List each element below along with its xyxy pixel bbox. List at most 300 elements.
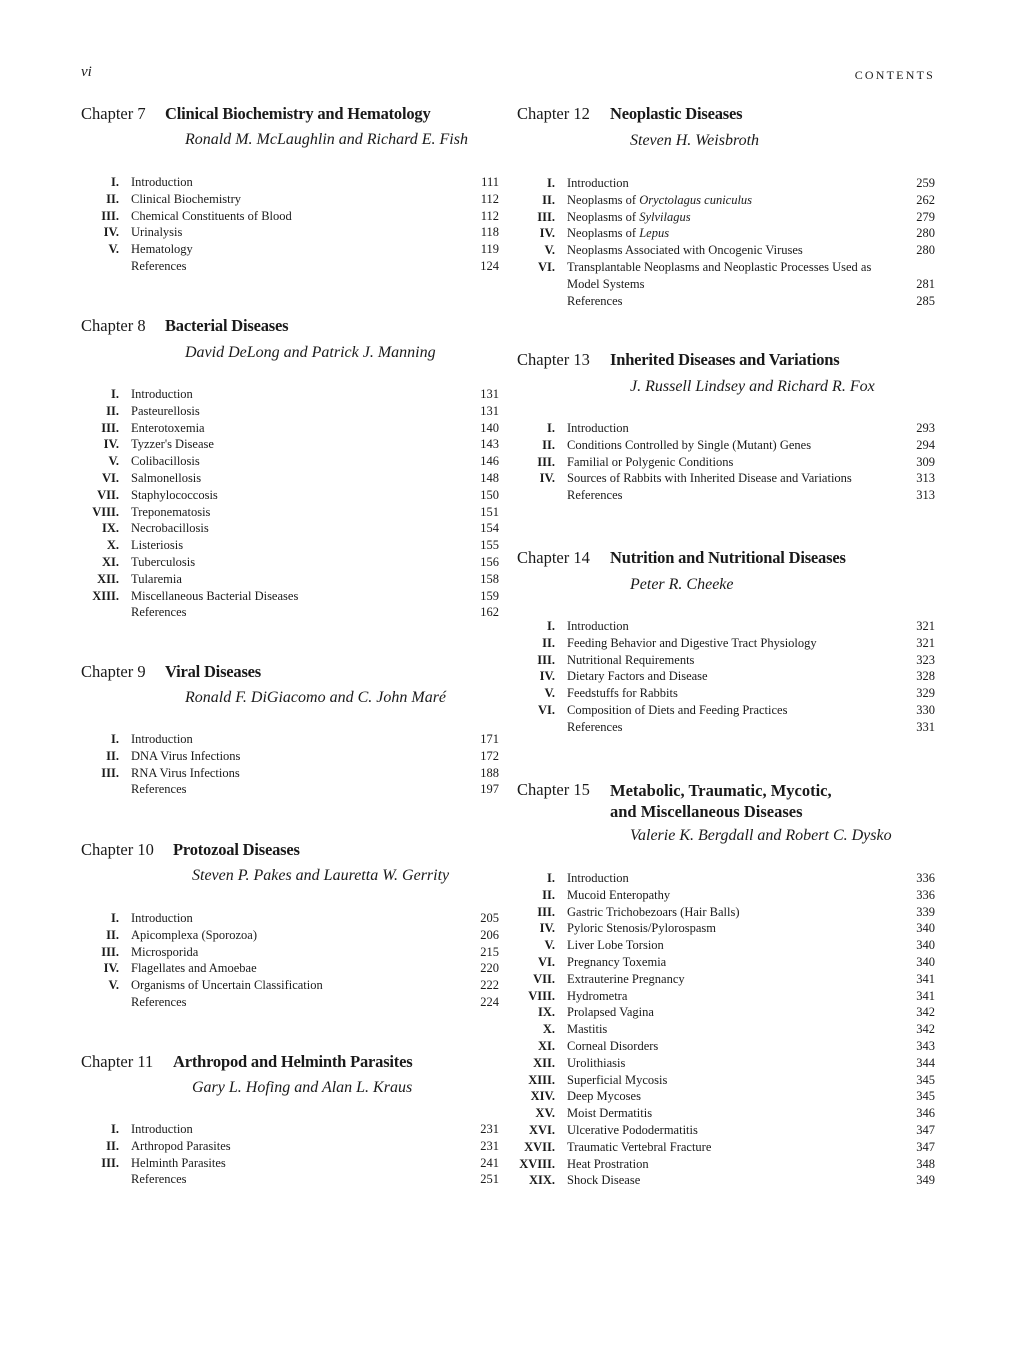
section-title [567,1088,889,1105]
toc-entry [81,1155,499,1172]
section-page-number: 321 [916,635,935,650]
toc-entry [81,520,499,537]
section-title-text: Traumatic Vertebral Fracture [567,1139,712,1154]
section-title-text: Introduction [567,871,629,885]
section-title [131,944,453,961]
section-title [567,719,889,736]
toc-entry [517,1105,935,1122]
section-title [131,588,453,605]
section-title [567,904,889,921]
toc-entry [81,191,499,208]
section-title-text: Neoplasms Associated with Oncogenic Viruses [567,243,803,258]
section-title [567,293,889,310]
section-title [131,504,453,521]
section-title [131,224,453,241]
section-title-text: Mastitis [567,1022,608,1037]
section-title [567,618,889,635]
toc-entry [81,174,499,191]
section-page-number: 313 [916,488,935,503]
toc-entry [517,1038,935,1055]
section-title-text: Introduction [131,732,193,746]
section-title-text: Feedstuffs for Rabbits [567,686,678,701]
section-number: VI. [537,954,555,969]
section-number: II. [542,887,555,902]
section-page-number: 224 [480,994,499,1009]
section-title-text: Dietary Factors and Disease [567,669,708,684]
section-number: III. [101,944,119,959]
chapter-label: Chapter 7 [81,104,146,123]
section-page-number: 293 [916,421,935,435]
section-number: V. [108,242,119,257]
section-title [567,920,889,937]
section-page-number: 330 [916,702,935,717]
section-title [131,1138,453,1155]
section-title-text: Neoplasms of [567,226,640,241]
section-number: IV. [539,471,555,486]
section-page-number: 339 [916,904,935,919]
toc-entry [81,977,499,994]
section-title-text: Clinical Biochemistry [131,191,242,206]
section-number: III. [537,454,555,469]
section-page-number: 279 [916,209,935,224]
section-page-number: 348 [916,1156,935,1171]
toc-entry [81,994,499,1011]
section-title-italic: Sylvilagus [639,209,691,224]
section-title-text: References [567,719,623,734]
section-title-text: Apicomplexa (Sporozoa) [131,927,258,942]
toc-entry [81,731,499,748]
section-page-number: 340 [916,954,935,969]
toc-entry [81,604,499,621]
section-title [131,910,453,927]
section-number: I. [547,871,555,885]
toc-entry [517,937,935,954]
section-number: V. [108,454,119,469]
section-number: II. [106,191,119,206]
toc-entry [81,571,499,588]
chapter-13 [517,350,935,503]
section-title [131,554,453,571]
section-list [81,174,499,275]
section-title [131,453,453,470]
section-title [131,731,453,748]
section-title-text: Neoplasms of [567,192,640,207]
section-number: IV. [103,961,119,976]
section-title [567,470,889,487]
section-title-text: Pregnancy Toxemia [567,954,667,969]
toc-entry [517,242,935,259]
section-title-text: Introduction [567,619,629,633]
section-title-text: Colibacillosis [131,454,200,469]
toc-entry [517,887,935,904]
section-page-number: 241 [480,1155,499,1170]
section-title [567,1004,889,1021]
section-page-number: 309 [916,454,935,469]
toc-entry [81,944,499,961]
chapter-title: Inherited Diseases and Variations [610,350,840,369]
section-title-text: Treponematosis [131,504,211,519]
section-title [567,225,889,242]
section-page-number: 171 [480,732,499,746]
section-title-text: Composition of Diets and Feeding Practices [567,702,788,717]
toc-entry [81,910,499,927]
chapter-label: Chapter 15 [517,780,590,799]
section-page-number: 119 [480,242,499,257]
section-number: X. [542,1022,555,1037]
section-title [567,1156,889,1173]
section-page-number: 345 [916,1072,935,1087]
chapter-10 [81,840,499,1009]
chapter-label: Chapter 13 [517,350,590,369]
chapter-12 [517,104,935,308]
section-number: III. [537,652,555,667]
section-title-text: Familial or Polygenic Conditions [567,454,734,469]
toc-entry [517,635,935,652]
section-number: II. [542,437,555,452]
chapter-title-line-1: Metabolic, Traumatic, Mycotic, [610,781,832,800]
toc-entry [81,537,499,554]
section-title-text: RNA Virus Infections [131,765,240,780]
section-title-text: Staphylococcosis [131,487,218,502]
section-page-number: 155 [480,538,499,553]
chapter-7 [81,104,499,273]
toc-entry [81,241,499,258]
section-number: XVIII. [519,1156,555,1171]
chapter-title [610,780,832,822]
section-number: XVI. [528,1122,555,1137]
section-page-number: 321 [916,619,935,633]
section-number: II. [106,403,119,418]
section-title [131,1171,453,1188]
chapter-authors: Ronald F. DiGiacomo and C. John Maré [185,689,447,706]
section-number: III. [101,1155,119,1170]
section-title-text: Tyzzer's Disease [131,437,214,452]
toc-entry [517,1139,935,1156]
section-title-text: Tularemia [131,571,182,586]
toc-entry [517,259,935,293]
section-title-text: Nutritional Requirements [567,652,695,667]
section-page-number: 262 [916,192,935,207]
section-number: I. [111,1122,119,1136]
toc-entry [517,192,935,209]
section-number: V. [544,938,555,953]
chapter-title: Clinical Biochemistry and Hematology [165,104,431,123]
section-title [131,927,453,944]
toc-entry [81,258,499,275]
section-title [567,635,889,652]
toc-entry [81,224,499,241]
section-title-text: References [131,994,187,1009]
section-title [131,571,453,588]
section-page-number: 281 [916,276,935,291]
section-page-number: 259 [916,176,935,190]
section-number: II. [106,927,119,942]
section-page-number: 111 [481,175,499,189]
section-page-number: 131 [480,387,499,401]
section-title [131,403,453,420]
toc-entry [517,685,935,702]
section-page-number: 280 [916,226,935,241]
section-page-number: 342 [916,1005,935,1020]
section-page-number: 349 [916,1173,935,1188]
section-title-text: Salmonellosis [131,470,202,485]
toc-entry [517,719,935,736]
section-title [131,174,453,191]
section-title-text: Mucoid Enteropathy [567,887,671,902]
section-title-text: Tuberculosis [131,554,196,569]
toc-entry [81,1121,499,1138]
section-title [567,937,889,954]
section-number: XII. [533,1055,555,1070]
toc-entry [81,588,499,605]
section-list [517,175,935,309]
section-title [131,960,453,977]
section-number: IV. [103,437,119,452]
toc-entry [81,208,499,225]
toc-entry [517,920,935,937]
toc-entry [517,988,935,1005]
section-title [567,1122,889,1139]
section-number: I. [111,732,119,746]
toc-entry [81,504,499,521]
section-title [131,977,453,994]
section-title [567,702,889,719]
section-title-text: Arthropod Parasites [131,1138,231,1153]
page-number: vi [81,64,92,80]
toc-entry [517,702,935,719]
chapter-label: Chapter 14 [517,548,590,567]
toc-entry [81,453,499,470]
section-title-text: Urinalysis [131,225,183,240]
section-title [131,191,453,208]
section-title [567,887,889,904]
section-title-text: References [567,293,623,308]
toc-entry [517,437,935,454]
chapter-title-line-2: and Miscellaneous Diseases [610,802,803,821]
section-title-italic: Lepus [639,226,670,241]
chapter-title: Viral Diseases [165,662,262,681]
section-page-number: 151 [480,504,499,519]
section-title [567,454,889,471]
section-page-number: 220 [480,961,499,976]
section-title-text: Feeding Behavior and Digestive Tract Physiology [567,635,817,650]
section-page-number: 188 [480,765,499,780]
section-title-text: Conditions Controlled by Single (Mutant) Genes [567,437,812,452]
section-title-text: Urolithiasis [567,1055,626,1070]
section-title-text: Transplantable Neoplasms and Neoplastic Processes Used as Model Systems [567,259,872,291]
section-number: XIII. [92,588,119,603]
toc-entry [517,1004,935,1021]
section-number: I. [111,387,119,401]
section-page-number: 340 [916,938,935,953]
section-title-text: Flagellates and Amoebae [131,961,257,976]
section-page-number: 336 [916,887,935,902]
chapter-authors: J. Russell Lindsey and Richard R. Fox [630,378,875,395]
section-title [567,668,889,685]
section-page-number: 341 [916,988,935,1003]
section-number: IV. [103,225,119,240]
section-page-number: 112 [480,191,499,206]
chapter-authors: Peter R. Cheeke [630,576,734,593]
toc-entry [517,1172,935,1189]
section-page-number: 328 [916,669,935,684]
section-number: II. [106,1138,119,1153]
section-title [131,386,453,403]
section-page-number: 285 [916,293,935,308]
section-title [567,1139,889,1156]
section-title [567,1038,889,1055]
section-title-text: Introduction [131,387,193,401]
section-list [81,1121,499,1188]
toc-entry [517,1055,935,1072]
section-number: IX. [101,521,119,536]
section-page-number: 118 [480,225,499,240]
section-title [567,685,889,702]
section-title [131,241,453,258]
chapter-14 [517,548,935,734]
toc-entry [517,870,935,887]
section-title [131,994,453,1011]
section-title [567,420,889,437]
section-page-number: 158 [480,571,499,586]
section-title [567,487,889,504]
section-page-number: 346 [916,1106,935,1121]
section-title [131,436,453,453]
section-title-text: Pyloric Stenosis/Pylorospasm [567,921,716,936]
section-number: III. [101,420,119,435]
section-list [81,910,499,1011]
section-number: I. [547,619,555,633]
section-number: XIII. [528,1072,555,1087]
section-title-text: Neoplasms of [567,209,640,224]
section-number: XII. [97,571,119,586]
toc-entry [81,1171,499,1188]
section-title-text: Helminth Parasites [131,1155,226,1170]
section-title [567,242,889,259]
section-number: VII. [533,971,555,986]
toc-entry [81,927,499,944]
toc-entry [517,1122,935,1139]
section-title-text: Introduction [131,911,193,925]
chapter-15 [517,780,935,1188]
section-title-text: Hematology [131,242,193,257]
section-list [81,386,499,621]
section-title [131,781,453,798]
section-page-number: 154 [480,521,499,536]
chapter-title: Bacterial Diseases [165,316,289,335]
section-number: IV. [539,669,555,684]
toc-entry [517,454,935,471]
section-page-number: 156 [480,554,499,569]
section-title [567,988,889,1005]
toc-entry [517,1021,935,1038]
toc-entry [517,209,935,226]
section-number: XIV. [530,1089,555,1104]
chapter-title: Arthropod and Helminth Parasites [173,1052,413,1071]
section-title [131,1121,453,1138]
section-title [131,258,453,275]
chapter-authors: Valerie K. Bergdall and Robert C. Dysko [630,827,892,844]
section-page-number: 197 [480,782,499,797]
section-page-number: 323 [916,652,935,667]
section-title-text: References [131,258,187,273]
running-head [81,64,935,84]
section-number: V. [544,243,555,258]
section-number: I. [111,911,119,925]
section-page-number: 251 [480,1172,499,1187]
toc-entry [517,652,935,669]
section-page-number: 313 [916,471,935,486]
chapter-authors: Ronald M. McLaughlin and Richard E. Fish [185,131,468,148]
toc-entry [81,781,499,798]
chapter-authors: Gary L. Hofing and Alan L. Kraus [192,1079,413,1096]
section-title [131,537,453,554]
section-page-number: 345 [916,1089,935,1104]
chapter-authors: Steven P. Pakes and Lauretta W. Gerrity [192,867,450,884]
toc-entry [81,436,499,453]
section-number: V. [108,978,119,993]
section-title-text: References [567,488,623,503]
section-title-text: Miscellaneous Bacterial Diseases [131,588,299,603]
section-page-number: 347 [916,1139,935,1154]
running-title: CONTENTS [854,68,935,82]
section-title [131,420,453,437]
toc-entry [81,765,499,782]
section-number: IV. [539,921,555,936]
section-title [131,604,453,621]
section-title-text: Organisms of Uncertain Classification [131,978,323,993]
toc-entry [81,1138,499,1155]
section-page-number: 148 [480,470,499,485]
section-number: XI. [537,1038,555,1053]
section-page-number: 112 [480,208,499,223]
toc-entry [517,971,935,988]
section-title [567,209,889,226]
chapter-label: Chapter 10 [81,840,154,859]
section-page-number: 280 [916,243,935,258]
section-title [567,954,889,971]
section-number: XVII. [524,1139,555,1154]
section-number: II. [542,192,555,207]
toc-entry [517,487,935,504]
section-number: I. [111,175,119,189]
section-page-number: 342 [916,1022,935,1037]
chapter-11 [81,1052,499,1187]
chapter-title: Neoplastic Diseases [610,104,743,123]
section-number: XIX. [528,1173,555,1188]
toc-entry [81,470,499,487]
section-page-number: 124 [480,258,499,273]
toc-entry [517,904,935,921]
section-page-number: 162 [480,605,499,620]
toc-entry [81,554,499,571]
section-title-text: Ulcerative Pododermatitis [567,1122,698,1137]
toc-entry [517,293,935,310]
section-title [567,1105,889,1122]
section-number: VIII. [92,504,119,519]
section-page-number: 131 [480,403,499,418]
section-title-text: Liver Lobe Torsion [567,938,664,953]
section-title-text: Corneal Disorders [567,1038,659,1053]
section-title [131,520,453,537]
section-number: VI. [537,702,555,717]
section-page-number: 172 [480,748,499,763]
section-title-text: Chemical Constituents of Blood [131,208,292,223]
section-page-number: 206 [480,927,499,942]
section-page-number: 347 [916,1122,935,1137]
section-title-text: Shock Disease [567,1173,641,1188]
section-page-number: 222 [480,978,499,993]
